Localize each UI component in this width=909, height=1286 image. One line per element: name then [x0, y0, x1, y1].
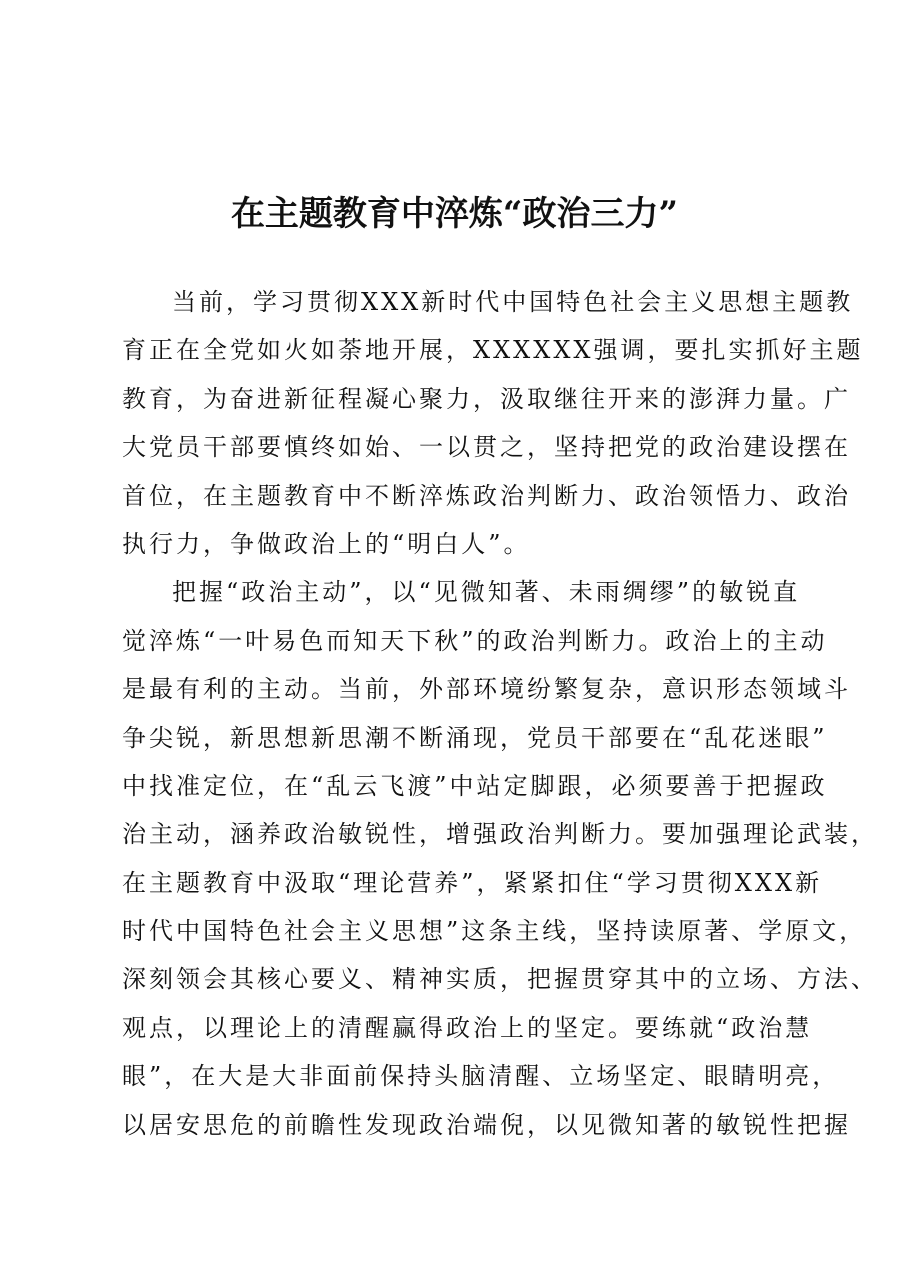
paragraph-line: 觉淬炼“一叶易色而知天下秋”的政治判断力。政治上的主动	[122, 626, 828, 655]
paragraph-line: 争尖锐，新思想新思潮不断涌现，党员干部要在“乱花迷眼”	[122, 723, 828, 752]
paragraph-line: 深刻领会其核心要义、精神实质，把握贯穿其中的立场、方法、	[122, 965, 878, 994]
paragraph-line: 观点，以理论上的清醒赢得政治上的坚定。要练就“政治慧	[122, 1013, 813, 1042]
paragraph-line: 治主动，涵养政治敏锐性，增强政治判断力。要加强理论武装，	[122, 820, 878, 849]
paragraph-2	[122, 568, 878, 1149]
paragraph-line: 是最有利的主动。当前，外部环境纷繁复杂，意识形态领域斗	[122, 675, 851, 704]
paragraph-line: 教育，为奋进新征程凝心聚力，汲取继往开来的澎湃力量。广	[122, 384, 851, 413]
paragraph-line: 育正在全党如火如荼地开展，XXXXXX强调，要扎实抓好主题	[122, 336, 864, 365]
paragraph-line: 以居安思危的前瞻性发现政治端倪，以见微知著的敏锐性把握	[122, 1110, 851, 1139]
document-title: 在主题教育中淬炼“政治三力”	[230, 194, 679, 234]
paragraph-line: 中找准定位，在“乱云飞渡”中站定脚跟，必须要善于把握政	[122, 771, 828, 800]
document-body	[122, 278, 878, 1149]
paragraph-line: 大党员干部要慎终如始、一以贯之，坚持把党的政治建设摆在	[122, 433, 851, 462]
paragraph-line: 时代中国特色社会主义思想”这条主线，坚持读原著、学原文，	[122, 917, 867, 946]
paragraph-line: 首位，在主题教育中不断淬炼政治判断力、政治领悟力、政治	[122, 481, 851, 510]
paragraph-line: 眼”，在大是大非面前保持头脑清醒、立场坚定、眼睛明亮，	[122, 1062, 840, 1091]
paragraph-line: 在主题教育中汲取“理论营养”，紧紧扣住“学习贯彻XXX新	[122, 868, 823, 897]
paragraph-line: 把握“政治主动”，以“见微知著、未雨绸缪”的敏锐直	[172, 578, 801, 607]
paragraph-line: 执行力，争做政治上的“明白人”。	[122, 529, 531, 558]
paragraph-line: 当前，学习贯彻XXX新时代中国特色社会主义思想主题教	[172, 288, 854, 316]
paragraph-1	[122, 278, 864, 568]
